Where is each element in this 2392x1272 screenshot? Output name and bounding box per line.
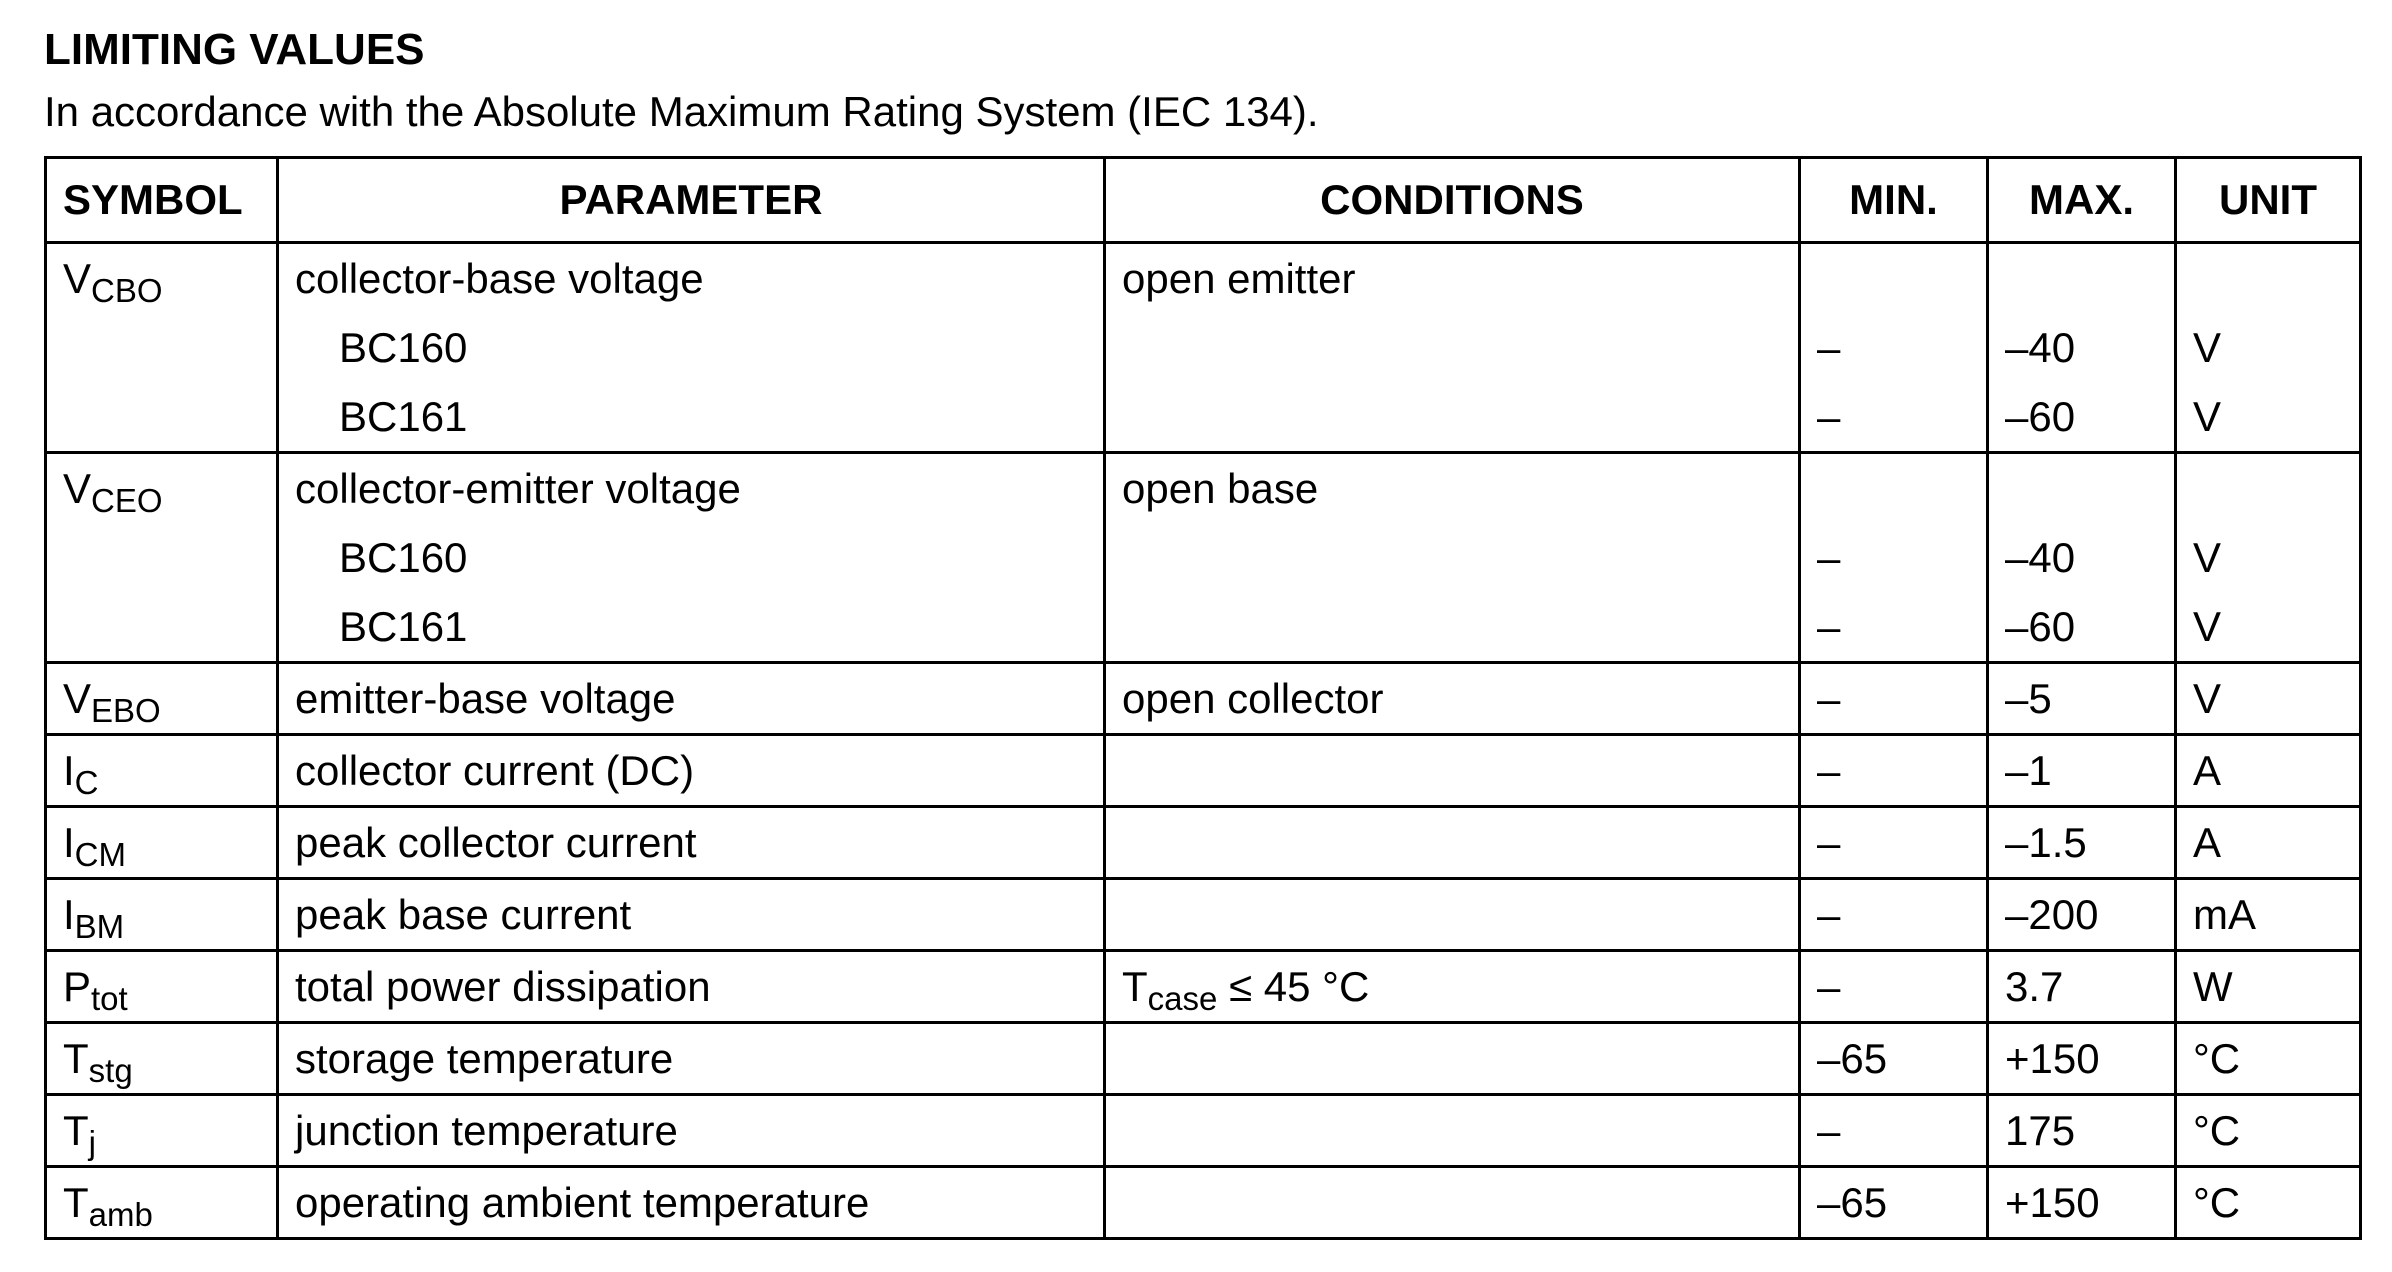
conditions-cell [1105, 735, 1800, 807]
min-value: – [1817, 324, 1841, 371]
conditions-subscript: case [1147, 980, 1218, 1017]
unit-cell [2176, 807, 2361, 879]
table-row-vcbo [46, 243, 2361, 453]
min-cell [1800, 453, 1988, 663]
max-cell [1988, 1167, 2176, 1239]
symbol-main: T [63, 1035, 89, 1082]
parameter-text: peak collector current [295, 819, 697, 866]
conditions-text [1122, 1096, 1782, 1165]
unit-value: °C [2193, 1179, 2241, 1226]
min-cell [1800, 663, 1988, 735]
conditions-cell [1105, 879, 1800, 951]
parameter-cell [278, 1095, 1105, 1167]
variant-name: BC160 [339, 324, 468, 371]
max-cell [1988, 1023, 2176, 1095]
min-cell [1800, 1023, 1988, 1095]
max-value: –60 [2005, 603, 2076, 650]
max-value: +150 [2005, 1035, 2100, 1082]
symbol-main: V [63, 255, 92, 302]
min-value: –65 [1817, 1179, 1888, 1226]
unit-cell [2176, 663, 2361, 735]
min-cell [1800, 243, 1988, 453]
symbol-main: V [63, 675, 92, 722]
parameter-text: peak base current [295, 891, 632, 938]
symbol-cell [46, 879, 278, 951]
parameter-cell [278, 879, 1105, 951]
conditions-text: open collector [1122, 675, 1384, 722]
parameter-text: collector-base voltage [295, 255, 704, 302]
variant-name: BC160 [339, 534, 468, 581]
conditions-text: open emitter [1122, 255, 1356, 302]
symbol-cell [46, 663, 278, 735]
unit-value: A [2193, 819, 2222, 866]
table-row-tamb [46, 1167, 2361, 1239]
max-cell [1988, 243, 2176, 453]
unit-value: V [2193, 675, 2222, 722]
header-min: MIN. [1800, 158, 1988, 243]
symbol-subscript: j [88, 1124, 96, 1161]
parameter-text: operating ambient temperature [295, 1179, 870, 1226]
symbol-subscript: EBO [91, 692, 161, 729]
parameter-cell [278, 951, 1105, 1023]
symbol-cell [46, 453, 278, 663]
unit-cell [2176, 1095, 2361, 1167]
unit-cell [2176, 453, 2361, 663]
parameter-text: collector current (DC) [295, 747, 695, 794]
conditions-cell [1105, 243, 1800, 453]
symbol-cell [46, 1167, 278, 1239]
header-unit: UNIT [2176, 158, 2361, 243]
max-value: –1.5 [2005, 819, 2087, 866]
min-cell [1800, 1095, 1988, 1167]
parameter-cell [278, 663, 1105, 735]
max-cell [1988, 453, 2176, 663]
parameter-cell [278, 243, 1105, 453]
max-value: +150 [2005, 1179, 2100, 1226]
max-value: –1 [2005, 747, 2052, 794]
conditions-cell [1105, 1023, 1800, 1095]
symbol-main: V [63, 465, 92, 512]
symbol-main: I [63, 891, 75, 938]
min-cell [1800, 1167, 1988, 1239]
parameter-cell [278, 1023, 1105, 1095]
min-value: – [1817, 1107, 1841, 1154]
min-cell [1800, 735, 1988, 807]
parameter-cell [278, 453, 1105, 663]
symbol-main: I [63, 747, 75, 794]
unit-cell [2176, 735, 2361, 807]
header-conditions: CONDITIONS [1105, 158, 1800, 243]
unit-value: mA [2193, 891, 2256, 938]
max-cell [1988, 1095, 2176, 1167]
unit-cell [2176, 879, 2361, 951]
min-value: – [1817, 603, 1841, 650]
parameter-cell [278, 807, 1105, 879]
unit-cell [2176, 1167, 2361, 1239]
symbol-subscript: amb [88, 1196, 153, 1233]
table-row-vebo [46, 663, 2361, 735]
conditions-text [1122, 1168, 1782, 1237]
max-value: –40 [2005, 534, 2076, 581]
unit-value: W [2193, 963, 2233, 1010]
conditions-cell [1105, 807, 1800, 879]
symbol-subscript: stg [88, 1052, 133, 1089]
symbol-main: T [63, 1179, 89, 1226]
unit-cell [2176, 951, 2361, 1023]
min-value: – [1817, 747, 1841, 794]
table-row-tj [46, 1095, 2361, 1167]
conditions-cell [1105, 453, 1800, 663]
parameter-text: emitter-base voltage [295, 675, 676, 722]
min-cell [1800, 879, 1988, 951]
min-value: – [1817, 393, 1841, 440]
max-cell [1988, 735, 2176, 807]
parameter-text: junction temperature [295, 1107, 678, 1154]
conditions-cell [1105, 663, 1800, 735]
unit-value: V [2193, 393, 2222, 440]
unit-cell [2176, 1023, 2361, 1095]
min-cell [1800, 951, 1988, 1023]
symbol-cell [46, 735, 278, 807]
max-cell [1988, 663, 2176, 735]
header-parameter: PARAMETER [278, 158, 1105, 243]
symbol-subscript: CM [74, 836, 126, 873]
parameter-text: collector-emitter voltage [295, 465, 741, 512]
min-value: – [1817, 963, 1841, 1010]
parameter-text: storage temperature [295, 1035, 674, 1082]
table-row-icm [46, 807, 2361, 879]
header-symbol: SYMBOL [46, 158, 278, 243]
max-value: –5 [2005, 675, 2052, 722]
symbol-cell [46, 951, 278, 1023]
conditions-text: open base [1122, 465, 1319, 512]
variant-name: BC161 [339, 603, 468, 650]
parameter-cell [278, 735, 1105, 807]
symbol-main: P [63, 963, 92, 1010]
symbol-cell [46, 807, 278, 879]
table-row-tstg [46, 1023, 2361, 1095]
max-value: –40 [2005, 324, 2076, 371]
conditions-cell [1105, 1167, 1800, 1239]
symbol-main: I [63, 819, 75, 866]
table-row-ptot [46, 951, 2361, 1023]
unit-value: V [2193, 603, 2222, 650]
conditions-text [1122, 808, 1782, 877]
max-value: 3.7 [2005, 963, 2064, 1010]
table-header-row [46, 158, 2361, 243]
unit-cell [2176, 243, 2361, 453]
conditions-text [1122, 736, 1782, 805]
symbol-cell [46, 1095, 278, 1167]
unit-value: A [2193, 747, 2222, 794]
min-value: – [1817, 675, 1841, 722]
table-row-ibm [46, 879, 2361, 951]
conditions-text [1122, 1024, 1782, 1093]
table-row-ic [46, 735, 2361, 807]
min-value: – [1817, 891, 1841, 938]
max-value: –60 [2005, 393, 2076, 440]
conditions-text: ≤ 45 °C [1217, 963, 1370, 1010]
symbol-subscript: tot [91, 980, 128, 1017]
unit-value: °C [2193, 1107, 2241, 1154]
conditions-cell [1105, 951, 1800, 1023]
max-cell [1988, 807, 2176, 879]
unit-value: °C [2193, 1035, 2241, 1082]
header-max: MAX. [1988, 158, 2176, 243]
symbol-main: T [63, 1107, 89, 1154]
parameter-cell [278, 1167, 1105, 1239]
symbol-subscript: C [74, 764, 99, 801]
section-title: LIMITING VALUES [44, 25, 425, 74]
max-value: 175 [2005, 1107, 2076, 1154]
symbol-subscript: CEO [91, 482, 163, 519]
min-value: – [1817, 534, 1841, 581]
conditions-cell [1105, 1095, 1800, 1167]
unit-value: V [2193, 324, 2222, 371]
parameter-text: total power dissipation [295, 963, 711, 1010]
symbol-subscript: BM [74, 908, 125, 945]
symbol-cell [46, 243, 278, 453]
unit-value: V [2193, 534, 2222, 581]
limiting-values-table [44, 156, 2362, 1240]
max-cell [1988, 951, 2176, 1023]
symbol-subscript: CBO [91, 272, 163, 309]
conditions-text [1122, 880, 1782, 949]
table-row-vceo [46, 453, 2361, 663]
conditions-symbol: T [1122, 963, 1148, 1010]
min-value: –65 [1817, 1035, 1888, 1082]
variant-name: BC161 [339, 393, 468, 440]
min-value: – [1817, 819, 1841, 866]
max-cell [1988, 879, 2176, 951]
min-cell [1800, 807, 1988, 879]
symbol-cell [46, 1023, 278, 1095]
max-value: –200 [2005, 891, 2099, 938]
section-subtitle: In accordance with the Absolute Maximum Rating System (IEC 134). [44, 88, 1319, 135]
